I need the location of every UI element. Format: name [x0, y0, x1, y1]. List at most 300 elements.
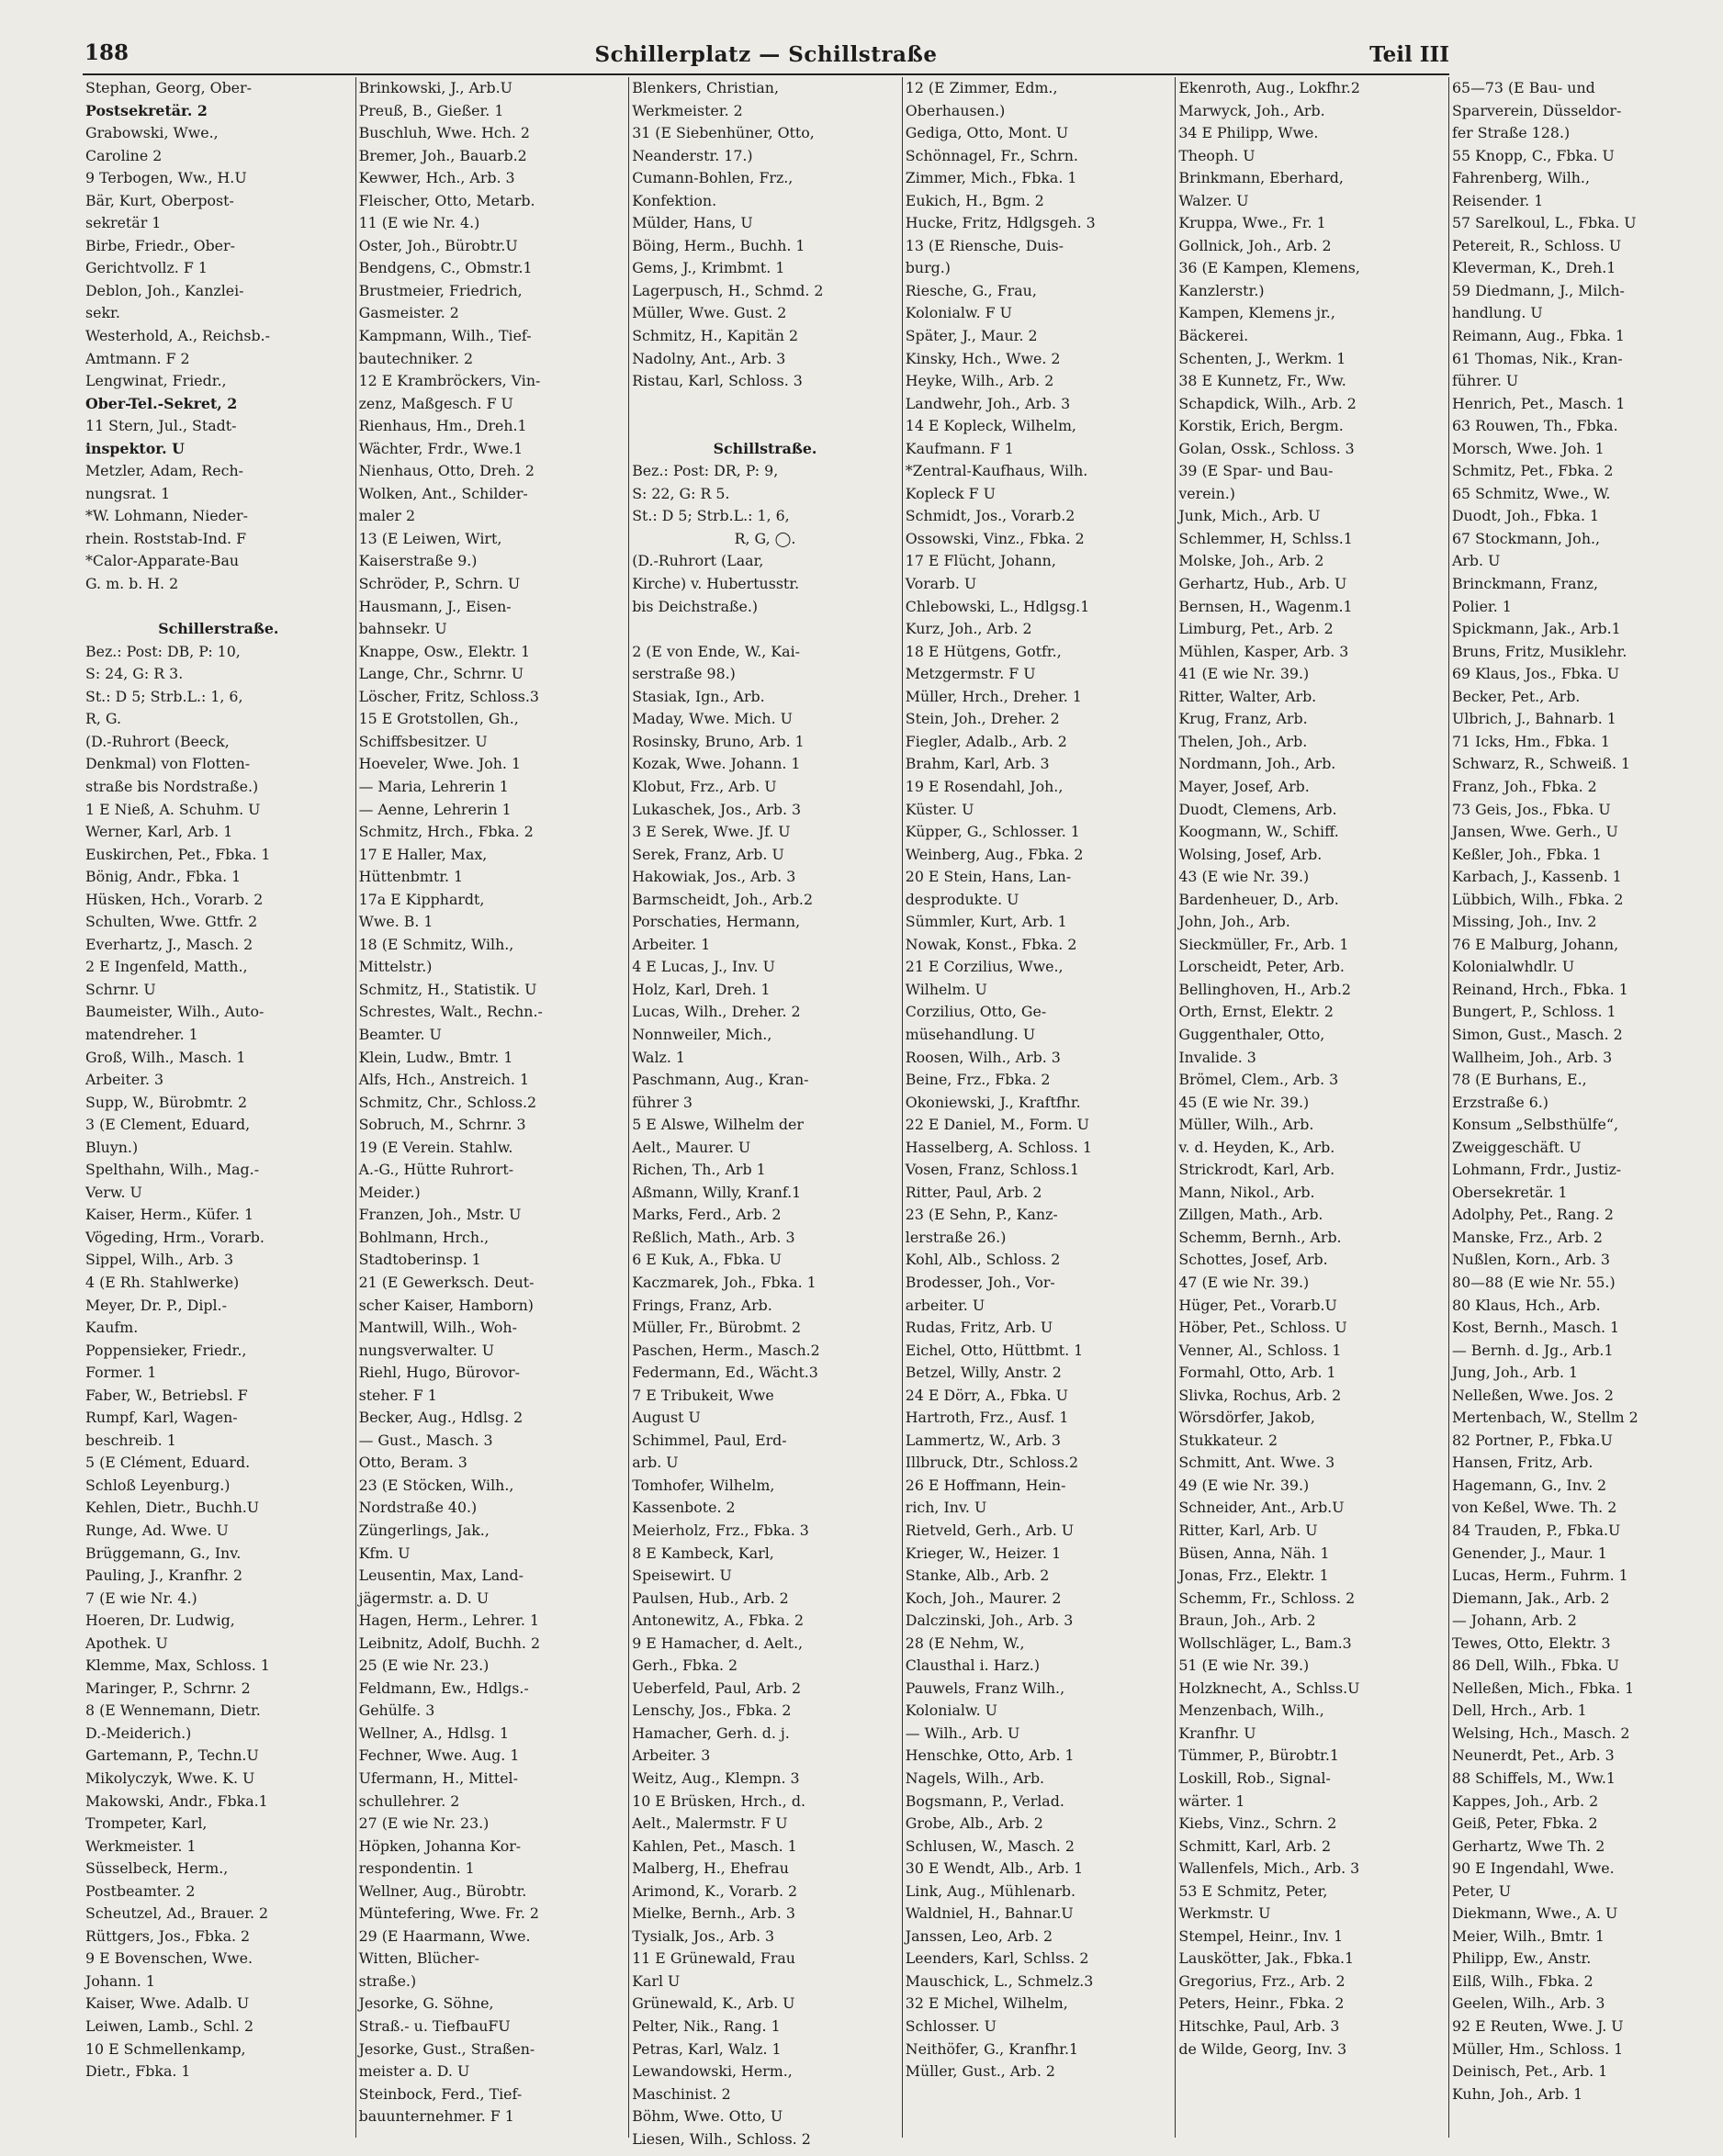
directory-entry: Neithöfer, G., Kranfhr.1 — [905, 2039, 1079, 2058]
directory-entry: Zimmer, Mich., Fbka. 1 — [905, 169, 1077, 187]
directory-entry: Aelt., Maurer. U — [632, 1138, 751, 1156]
directory-entry: Hüsken, Hch., Vorarb. 2 — [85, 890, 264, 908]
directory-entry: Kaczmarek, Joh., Fbka. 1 — [632, 1273, 816, 1291]
directory-entry: Schulten, Wwe. Gttfr. 2 — [85, 913, 258, 931]
directory-entry: Grünewald, K., Arb. U — [632, 1994, 795, 2013]
directory-entry: Meierholz, Frz., Fbka. 3 — [632, 1522, 809, 1539]
directory-entry: Nowak, Konst., Fbka. 2 — [905, 935, 1077, 953]
directory-entry: Schrnr. U — [85, 980, 156, 998]
directory-entry: Zillgen, Math., Arb. — [1178, 1206, 1323, 1224]
directory-entry: 38 E Kunnetz, Fr., Ww. — [1178, 372, 1346, 390]
directory-entry: Lengwinat, Friedr., — [85, 372, 227, 390]
directory-entry: Koogmann, W., Schiff. — [1178, 823, 1339, 841]
directory-entry: rich, Inv. U — [905, 1499, 987, 1517]
directory-entry: Brinkowski, J., Arb.U — [358, 79, 512, 96]
directory-entry: Bluyn.) — [85, 1138, 139, 1156]
directory-entry: Karbach, J., Kassenb. 1 — [1451, 868, 1622, 886]
directory-entry: Postbeamter. 2 — [85, 1881, 196, 1900]
directory-entry: Ritter, Walter, Arb. — [1178, 687, 1317, 705]
directory-entry: 3 E Serek, Wwe. Jf. U — [632, 823, 791, 841]
directory-entry: Klein, Ludw., Bmtr. 1 — [358, 1048, 513, 1066]
directory-entry: Hakowiak, Jos., Arb. 3 — [632, 868, 796, 886]
directory-entry: 84 Trauden, P., Fbka.U — [1451, 1522, 1621, 1539]
directory-entry: 4 E Lucas, J., Inv. U — [632, 958, 775, 976]
directory-entry: 23 (E Stöcken, Wilh., — [358, 1476, 514, 1494]
directory-entry: Brahm, Karl, Arb. 3 — [905, 755, 1050, 773]
directory-entry: Nußlen, Korn., Arb. 3 — [1451, 1251, 1610, 1269]
directory-entry: Bohlmann, Hrch., — [358, 1228, 490, 1246]
directory-entry: 90 E Ingendahl, Wwe. — [1451, 1859, 1615, 1878]
directory-entry: Runge, Ad. Wwe. U — [85, 1522, 229, 1539]
directory-entry: Leusentin, Max, Land- — [358, 1566, 524, 1585]
directory-entry: Okoniewski, J., Kraftfhr. — [905, 1093, 1081, 1111]
directory-entry: Loskill, Rob., Signal- — [1178, 1769, 1331, 1788]
directory-entry: Müller, Hrch., Dreher. 1 — [905, 687, 1082, 705]
directory-entry: Hausmann, J., Eisen- — [358, 597, 512, 615]
directory-entry: scher Kaiser, Hamborn) — [358, 1296, 534, 1314]
directory-entry: Henrich, Pet., Masch. 1 — [1451, 394, 1626, 412]
directory-entry: Schmitz, H., Statistik. U — [358, 980, 537, 998]
directory-entry: Manske, Frz., Arb. 2 — [1451, 1228, 1603, 1246]
directory-entry: Faber, W., Betriebsl. F — [85, 1386, 248, 1404]
directory-entry: Lange, Chr., Schrnr. U — [358, 665, 524, 683]
directory-entry: Bremer, Joh., Bauarb.2 — [358, 146, 527, 164]
directory-entry: respondentin. 1 — [358, 1859, 475, 1878]
directory-entry: Deinisch, Pet., Arb. 1 — [1451, 2062, 1608, 2081]
directory-entry: Schröder, P., Schrn. U — [358, 575, 521, 593]
directory-entry: Kopleck F U — [905, 484, 996, 502]
directory-entry: Postsekretär. 2 — [85, 101, 208, 119]
directory-entry: Schwarz, R., Schweiß. 1 — [1451, 755, 1631, 773]
columns-container — [83, 77, 1639, 2148]
directory-entry: Arimond, K., Vorarb. 2 — [632, 1881, 798, 1900]
directory-entry: Schloß Leyenburg.) — [85, 1476, 231, 1494]
directory-entry: Eichel, Otto, Hüttbmt. 1 — [905, 1341, 1084, 1359]
directory-entry: Paschen, Herm., Masch.2 — [632, 1341, 820, 1359]
directory-entry: Wellner, A., Hdlsg. 1 — [358, 1724, 510, 1742]
directory-entry: 5 (E Clément, Eduard. — [85, 1454, 251, 1472]
directory-entry: 71 Icks, Hm., Fbka. 1 — [1451, 732, 1610, 750]
directory-entry: Metzler, Adam, Rech- — [85, 462, 244, 480]
directory-entry: Bäckerei. — [1178, 327, 1249, 345]
directory-entry: Schlusen, W., Masch. 2 — [905, 1836, 1075, 1855]
directory-entry: 65 Schmitz, Wwe., W. — [1451, 484, 1611, 502]
directory-entry: Barmscheidt, Joh., Arb.2 — [632, 890, 814, 908]
directory-entry: Dietr., Fbka. 1 — [85, 2062, 191, 2081]
directory-entry: A.-G., Hütte Ruhrort- — [358, 1161, 514, 1179]
directory-entry: Venner, Al., Schloss. 1 — [1178, 1341, 1342, 1359]
directory-entry: Bär, Kurt, Oberpost- — [85, 191, 234, 209]
directory-entry: August U — [632, 1409, 701, 1427]
directory-entry: 1 E Nieß, A. Schuhm. U — [85, 800, 261, 818]
directory-entry: beschreib. 1 — [85, 1431, 176, 1449]
directory-entry: Scheutzel, Ad., Brauer. 2 — [85, 1904, 269, 1923]
directory-entry: Ufermann, H., Mittel- — [358, 1769, 518, 1788]
directory-entry: Mantwill, Wilh., Woh- — [358, 1319, 517, 1337]
directory-entry: Erzstraße 6.) — [1451, 1093, 1548, 1111]
directory-entry: 11 (E wie Nr. 4.) — [358, 214, 480, 232]
directory-entry: Kolonialw. U — [905, 1701, 997, 1720]
directory-entry: Hamacher, Gerh. d. j. — [632, 1724, 790, 1742]
directory-entry: burg.) — [905, 259, 951, 277]
directory-entry: Everhartz, J., Masch. 2 — [85, 935, 253, 953]
directory-entry: 76 E Malburg, Johann, — [1451, 935, 1619, 953]
directory-entry: Karl U — [632, 1971, 681, 1990]
directory-entry: Franz, Joh., Fbka. 2 — [1451, 777, 1597, 795]
directory-entry: 3 (E Clement, Eduard, — [85, 1116, 251, 1134]
page-title: Schillerplatz — Schillstraße — [594, 42, 938, 67]
directory-entry: Gollnick, Joh., Arb. 2 — [1178, 236, 1332, 254]
directory-entry: 80 Klaus, Hch., Arb. — [1451, 1296, 1601, 1314]
directory-entry: 67 Stockmann, Joh., — [1451, 529, 1601, 547]
directory-entry: 82 Portner, P., Fbka.U — [1451, 1431, 1613, 1449]
directory-entry: Reßlich, Math., Arb. 3 — [632, 1228, 795, 1246]
directory-entry: 27 (E wie Nr. 23.) — [358, 1814, 490, 1833]
directory-entry: Limburg, Pet., Arb. 2 — [1178, 620, 1334, 638]
directory-entry: Korstik, Erich, Bergm. — [1178, 417, 1344, 435]
directory-entry: Nordstraße 40.) — [358, 1499, 478, 1517]
directory-entry: 21 E Corzilius, Wwe., — [905, 958, 1064, 976]
directory-entry: 65—73 (E Bau- und — [1451, 79, 1595, 96]
directory-entry: Duodt, Joh., Fbka. 1 — [1451, 507, 1600, 525]
directory-entry — [85, 596, 352, 619]
directory-entry: Jonas, Frz., Elektr. 1 — [1178, 1566, 1329, 1585]
directory-entry: Kozak, Wwe. Johann. 1 — [632, 755, 801, 773]
directory-entry: Später, J., Maur. 2 — [905, 327, 1038, 345]
directory-entry: Preuß, B., Gießer. 1 — [358, 101, 504, 119]
directory-entry: nungsverwalter. U — [358, 1341, 495, 1359]
directory-entry: Schemm, Fr., Schloss. 2 — [1178, 1589, 1356, 1607]
directory-entry: Büsen, Anna, Näh. 1 — [1178, 1544, 1330, 1562]
directory-entry: 69 Klaus, Jos., Fbka. U — [1451, 665, 1620, 683]
directory-entry: Brömel, Clem., Arb. 3 — [1178, 1071, 1339, 1089]
directory-entry: Sobruch, M., Schrnr. 3 — [358, 1116, 526, 1134]
directory-entry: Meider.) — [358, 1183, 421, 1201]
directory-entry: Leenders, Karl, Schlss. 2 — [905, 1949, 1089, 1968]
directory-entry: v. d. Heyden, K., Arb. — [1178, 1138, 1335, 1156]
directory-entry: Landwehr, Joh., Arb. 3 — [905, 394, 1071, 412]
directory-entry: Schiffsbesitzer. U — [358, 732, 488, 750]
directory-entry: 15 E Grotstollen, Gh., — [358, 710, 519, 728]
directory-entry: 78 (E Burhans, E., — [1451, 1071, 1587, 1089]
directory-entry: Rosinsky, Bruno, Arb. 1 — [632, 732, 805, 750]
directory-entry: Ristau, Karl, Schloss. 3 — [632, 372, 803, 390]
directory-entry: bauunternehmer. F 1 — [358, 2107, 514, 2126]
directory-entry: Bruns, Fritz, Musiklehr. — [1451, 642, 1627, 660]
directory-entry: 9 E Bovenschen, Wwe. — [85, 1949, 253, 1968]
directory-entry: 18 E Hütgens, Gotfr., — [905, 642, 1062, 660]
directory-entry: John, Joh., Arb. — [1178, 913, 1290, 931]
directory-entry: Serek, Franz, Arb. U — [632, 845, 784, 863]
directory-entry: Guggenthaler, Otto, — [1178, 1025, 1325, 1043]
directory-entry: Schlosser. U — [905, 2017, 997, 2036]
directory-entry: 21 (E Gewerksch. Deut- — [358, 1273, 535, 1291]
directory-entry: Sparverein, Düsseldor- — [1451, 101, 1622, 119]
directory-entry: Former. 1 — [85, 1364, 157, 1382]
directory-entry: Schemm, Bernh., Arb. — [1178, 1228, 1342, 1246]
directory-entry: 6 E Kuk, A., Fbka. U — [632, 1251, 782, 1269]
directory-entry: *W. Lohmann, Nieder- — [85, 507, 248, 525]
directory-entry: rhein. Roststab-Ind. F — [85, 529, 247, 547]
directory-entry: Maringer, P., Schrnr. 2 — [85, 1679, 251, 1697]
directory-entry: Amtmann. F 2 — [85, 349, 190, 367]
directory-entry: Bungert, P., Schloss. 1 — [1451, 1003, 1616, 1021]
directory-entry: Kewwer, Hch., Arb. 3 — [358, 169, 515, 187]
directory-entry: 53 E Schmitz, Peter, — [1178, 1881, 1328, 1900]
directory-entry: 59 Diedmann, J., Milch- — [1451, 281, 1625, 299]
directory-entry: Theoph. U — [1178, 146, 1256, 164]
directory-entry: Roosen, Wilh., Arb. 3 — [905, 1048, 1061, 1066]
directory-entry: Rienhaus, Hm., Dreh.1 — [358, 417, 527, 435]
directory-entry: Arbeiter. 3 — [632, 1746, 711, 1765]
directory-entry: Pelter, Nik., Rang. 1 — [632, 2017, 781, 2036]
directory-entry: 25 (E wie Nr. 23.) — [358, 1656, 490, 1675]
directory-entry: 36 (E Kampen, Klemens, — [1178, 259, 1360, 277]
directory-entry: Blenkers, Christian, — [632, 79, 779, 96]
directory-entry: Hagemann, G., Inv. 2 — [1451, 1476, 1607, 1494]
directory-entry: Werkmeister. 1 — [85, 1836, 197, 1855]
directory-entry: Welsing, Hch., Masch. 2 — [1451, 1724, 1630, 1742]
directory-entry: 51 (E wie Nr. 39.) — [1178, 1656, 1310, 1675]
directory-entry: 31 (E Siebenhüner, Otto, — [632, 124, 815, 142]
directory-entry: Witten, Blücher- — [358, 1949, 479, 1968]
directory-entry: Braun, Joh., Arb. 2 — [1178, 1611, 1316, 1630]
directory-entry: Strickrodt, Karl, Arb. — [1178, 1161, 1335, 1179]
directory-entry: sekretär 1 — [85, 214, 162, 232]
directory-entry: Riesche, G., Frau, — [905, 281, 1037, 299]
directory-entry: 29 (E Haarmann, Wwe. — [358, 1926, 531, 1945]
directory-entry: Beine, Frz., Fbka. 2 — [905, 1071, 1051, 1089]
directory-entry: Obersekretär. 1 — [1451, 1183, 1568, 1201]
directory-entry: Vögeding, Hrm., Vorarb. — [85, 1228, 265, 1246]
directory-entry: 11 Stern, Jul., Stadt- — [85, 417, 237, 435]
directory-entry: 8 (E Wennemann, Dietr. — [85, 1701, 261, 1720]
directory-entry: Gerhartz, Wwe Th. 2 — [1451, 1836, 1605, 1855]
directory-entry: Wallenfels, Mich., Arb. 3 — [1178, 1859, 1360, 1878]
directory-entry: Stadtoberinsp. 1 — [358, 1251, 481, 1269]
directory-entry: nungsrat. 1 — [85, 484, 171, 502]
directory-entry: Hitschke, Paul, Arb. 3 — [1178, 2017, 1340, 2036]
directory-entry: matendreher. 1 — [85, 1025, 198, 1043]
directory-entry: Rudas, Fritz, Arb. U — [905, 1319, 1053, 1337]
directory-entry: Kfm. U — [358, 1544, 411, 1562]
directory-entry: 19 (E Verein. Stahlw. — [358, 1138, 513, 1156]
directory-entry: — Wilh., Arb. U — [905, 1724, 1020, 1742]
directory-entry: 23 (E Sehn, P., Kanz- — [905, 1206, 1058, 1224]
directory-entry: 22 E Daniel, M., Form. U — [905, 1116, 1089, 1134]
directory-entry: Jesorke, G. Söhne, — [358, 1994, 494, 2013]
directory-entry: Illbruck, Dtr., Schloss.2 — [905, 1454, 1079, 1472]
directory-entry: Brinckmann, Franz, — [1451, 575, 1599, 593]
directory-entry: Kohl, Alb., Schloss. 2 — [905, 1251, 1061, 1269]
directory-entry: Sippel, Wilh., Arb. 3 — [85, 1251, 234, 1269]
directory-entry: zenz, Maßgesch. F U — [358, 394, 513, 412]
directory-entry: Betzel, Willy, Anstr. 2 — [905, 1364, 1062, 1382]
directory-entry: Hagen, Herm., Lehrer. 1 — [358, 1611, 540, 1630]
directory-entry: Grobe, Alb., Arb. 2 — [905, 1814, 1043, 1833]
directory-entry: Leibnitz, Adolf, Buchh. 2 — [358, 1634, 541, 1652]
directory-entry: Mikolyczyk, Wwe. K. U — [85, 1769, 255, 1788]
column-5 — [1176, 77, 1449, 2138]
directory-entry: — Aenne, Lehrerin 1 — [358, 800, 512, 818]
directory-entry: Beamter. U — [358, 1025, 442, 1043]
directory-entry: Müller, Wwe. Gust. 2 — [632, 304, 787, 322]
directory-entry: Ober-Tel.-Sekret, 2 — [85, 394, 238, 412]
directory-entry: Birbe, Friedr., Ober- — [85, 236, 235, 254]
directory-entry: Arb. U — [1451, 552, 1501, 570]
directory-entry: Höber, Pet., Schloss. U — [1178, 1319, 1347, 1337]
directory-entry: 7 (E wie Nr. 4.) — [85, 1589, 197, 1607]
directory-entry: Lukaschek, Jos., Arb. 3 — [632, 800, 802, 818]
directory-entry: Tümmer, P., Bürobtr.1 — [1178, 1746, 1339, 1765]
column-3 — [629, 77, 903, 2148]
directory-entry: Nelleßen, Wwe. Jos. 2 — [1451, 1386, 1614, 1404]
directory-entry: Liesen, Wilh., Schloss. 2 — [632, 2129, 811, 2148]
page-number: 188 — [84, 40, 130, 65]
directory-entry: Slivka, Rochus, Arb. 2 — [1178, 1386, 1342, 1404]
directory-entry: Stasiak, Ign., Arb. — [632, 687, 765, 705]
directory-entry: Federmann, Ed., Wächt.3 — [632, 1364, 818, 1382]
directory-entry: bis Deichstraße.) — [632, 597, 759, 615]
directory-entry: 34 E Philipp, Wwe. — [1178, 124, 1319, 142]
directory-entry: bautechniker. 2 — [358, 349, 474, 367]
directory-entry: Konsum „Selbsthülfe“, — [1451, 1116, 1618, 1134]
part-label: Teil III — [1369, 42, 1449, 67]
directory-entry: 10 E Brüsken, Hrch., d. — [632, 1791, 805, 1810]
directory-entry: (D.-Ruhrort (Laar, — [632, 552, 764, 570]
directory-entry: Antonewitz, A., Fbka. 2 — [632, 1611, 805, 1630]
directory-entry: Wwe. B. 1 — [358, 913, 434, 931]
directory-entry: Weinberg, Aug., Fbka. 2 — [905, 845, 1084, 863]
directory-entry: Reinand, Hrch., Fbka. 1 — [1451, 980, 1628, 998]
directory-entry: 86 Dell, Wilh., Fbka. U — [1451, 1656, 1619, 1675]
directory-entry: Maday, Wwe. Mich. U — [632, 710, 793, 728]
directory-entry: Keßler, Joh., Fbka. 1 — [1451, 845, 1602, 863]
directory-entry: Eilß, Wilh., Fbka. 2 — [1451, 1971, 1593, 1990]
directory-entry: Bönig, Andr., Fbka. 1 — [85, 868, 242, 886]
directory-entry: Cumann-Bohlen, Frz., — [632, 169, 794, 187]
directory-entry: Mielke, Bernh., Arb. 3 — [632, 1904, 795, 1923]
directory-entry: 24 E Dörr, A., Fbka. U — [905, 1386, 1068, 1404]
directory-entry: Müller, Hm., Schloss. 1 — [1451, 2039, 1624, 2058]
directory-entry: Chlebowski, L., Hdlgsg.1 — [905, 597, 1090, 615]
directory-entry: Denkmal) von Flotten- — [85, 755, 251, 773]
directory-entry: G. m. b. H. 2 — [85, 575, 179, 593]
directory-entry: 20 E Stein, Hans, Lan- — [905, 868, 1072, 886]
directory-entry: Meyer, Dr. P., Dipl.- — [85, 1296, 227, 1314]
directory-entry: arbeiter. U — [905, 1296, 985, 1314]
directory-entry: Bez.: Post: DB, P: 10, — [85, 642, 241, 660]
directory-entry: Stukkateur. 2 — [1178, 1431, 1278, 1449]
directory-entry: Steinbock, Ferd., Tief- — [358, 2084, 523, 2103]
directory-entry: Nadolny, Ant., Arb. 3 — [632, 349, 786, 367]
directory-entry: 28 (E Nehm, W., — [905, 1634, 1025, 1652]
directory-entry: Kirche) v. Hubertusstr. — [632, 575, 800, 593]
directory-entry: Sümmler, Kurt, Arb. 1 — [905, 913, 1067, 931]
directory-entry: Kinsky, Hch., Wwe. 2 — [905, 349, 1061, 367]
directory-entry: Ritter, Karl, Arb. U — [1178, 1522, 1318, 1539]
directory-entry: Wilhelm. U — [905, 980, 987, 998]
directory-entry: Straß.- u. TiefbauFU — [358, 2017, 511, 2036]
directory-entry: Zweiggeschäft. U — [1451, 1138, 1582, 1156]
directory-entry: Trompeter, Karl, — [85, 1814, 208, 1833]
directory-entry: de Wilde, Georg, Inv. 3 — [1178, 2039, 1347, 2058]
directory-entry: Mühlen, Kasper, Arb. 3 — [1178, 642, 1349, 660]
directory-entry: Poppensieker, Friedr., — [85, 1341, 247, 1359]
directory-entry: Jesorke, Gust., Straßen- — [358, 2039, 535, 2058]
directory-entry: Leiwen, Lamb., Schl. 2 — [85, 2017, 254, 2036]
directory-entry: Petereit, R., Schloss. U — [1451, 236, 1622, 254]
directory-entry: 63 Rouwen, Th., Fbka. — [1451, 417, 1618, 435]
directory-entry: Waldniel, H., Bahnar.U — [905, 1904, 1074, 1923]
directory-entry: Gregorius, Frz., Arb. 2 — [1178, 1971, 1346, 1990]
directory-entry: Lucas, Wilh., Dreher. 2 — [632, 1003, 801, 1021]
directory-entry: Wörsdörfer, Jakob, — [1178, 1409, 1315, 1427]
directory-entry: S: 24, G: R 3. — [85, 665, 184, 683]
directory-entry: Schenten, J., Werkm. 1 — [1178, 349, 1346, 367]
directory-entry: Mayer, Josef, Arb. — [1178, 777, 1310, 795]
directory-entry: Riehl, Hugo, Bürovor- — [358, 1364, 520, 1382]
directory-entry: Kehlen, Dietr., Buchh.U — [85, 1499, 260, 1517]
directory-entry: Adolphy, Pet., Rang. 2 — [1451, 1206, 1614, 1224]
directory-entry: Clausthal i. Harz.) — [905, 1656, 1040, 1675]
directory-entry: Lorscheidt, Peter, Arb. — [1178, 958, 1345, 976]
directory-entry: Wolsing, Josef, Arb. — [1178, 845, 1323, 863]
directory-entry: 19 E Rosendahl, Joh., — [905, 777, 1064, 795]
directory-entry: Mauschick, L., Schmelz.3 — [905, 1971, 1094, 1990]
directory-entry: Tewes, Otto, Elektr. 3 — [1451, 1634, 1611, 1652]
directory-entry: Stanke, Alb., Arb. 2 — [905, 1566, 1050, 1585]
directory-entry: Kranfhr. U — [1178, 1724, 1256, 1742]
directory-entry: Missing, Joh., Inv. 2 — [1451, 913, 1597, 931]
directory-entry: Müntefering, Wwe. Fr. 2 — [358, 1904, 539, 1923]
directory-entry: Frings, Franz, Arb. — [632, 1296, 772, 1314]
directory-entry: Kampen, Klemens jr., — [1178, 304, 1335, 322]
directory-entry: *Calor-Apparate-Bau — [85, 552, 240, 570]
directory-entry: Wollschläger, L., Bam.3 — [1178, 1634, 1352, 1652]
directory-entry: sekr. — [85, 304, 120, 322]
directory-entry: schullehrer. 2 — [358, 1791, 460, 1810]
header-rule — [83, 73, 1449, 75]
directory-entry: jägermstr. a. D. U — [358, 1589, 490, 1607]
directory-entry: Lammertz, W., Arb. 3 — [905, 1431, 1061, 1449]
directory-entry: Neanderstr. 17.) — [632, 146, 753, 164]
directory-entry: 13 (E Riensche, Duis- — [905, 236, 1064, 254]
directory-entry: Hüttenbmtr. 1 — [358, 868, 464, 886]
directory-entry: 17a E Kipphardt, — [358, 890, 485, 908]
directory-entry: Tysialk, Jos., Arb. 3 — [632, 1926, 775, 1945]
directory-entry: Bardenheuer, D., Arb. — [1178, 890, 1339, 908]
directory-entry: Kurz, Joh., Arb. 2 — [905, 620, 1032, 638]
directory-entry: Krieger, W., Heizer. 1 — [905, 1544, 1062, 1562]
directory-entry: Gerichtvollz. F 1 — [85, 259, 208, 277]
directory-entry: Paulsen, Hub., Arb. 2 — [632, 1589, 789, 1607]
directory-entry — [632, 415, 898, 438]
directory-entry: Geiß, Peter, Fbka. 2 — [1451, 1814, 1598, 1833]
directory-entry: Invalide. 3 — [1178, 1048, 1256, 1066]
directory-entry: Böing, Herm., Buchh. 1 — [632, 236, 805, 254]
directory-entry: 43 (E wie Nr. 39.) — [1178, 868, 1310, 886]
directory-entry: St.: D 5; Strb.L.: 1, 6, — [632, 507, 790, 525]
directory-entry: Ekenroth, Aug., Lokfhr.2 — [1178, 79, 1360, 96]
directory-entry: 17 E Haller, Max, — [358, 845, 488, 863]
directory-entry: Makowski, Andr., Fbka.1 — [85, 1791, 268, 1810]
directory-entry: Johann. 1 — [85, 1971, 155, 1990]
directory-entry: Kleverman, K., Dreh.1 — [1451, 259, 1616, 277]
directory-entry: — Maria, Lehrerin 1 — [358, 777, 509, 795]
directory-entry: Gehülfe. 3 — [358, 1701, 435, 1720]
directory-entry: Gerhartz, Hub., Arb. U — [1178, 575, 1347, 593]
